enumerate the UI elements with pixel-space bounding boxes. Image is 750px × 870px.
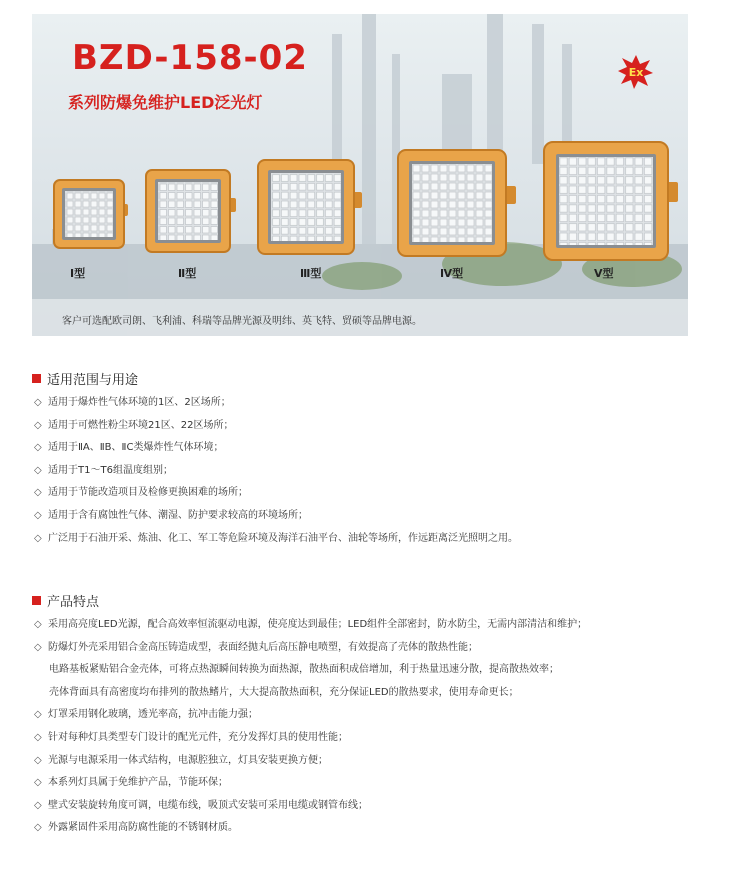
diamond-bullet-icon: ◇ xyxy=(34,709,42,721)
diamond-bullet-icon: ◇ xyxy=(34,731,42,743)
lamp-type-3-image xyxy=(254,156,366,260)
applications-header xyxy=(32,368,722,388)
lamp-type-1-image xyxy=(50,176,134,254)
ex-mark-text: Ex xyxy=(628,66,644,79)
list-item: ◇ 采用高亮度LED光源，配合高效率恒流驱动电源，使亮度达到最佳；LED组件全部密封，防水防尘，无需内部清洁和维护； xyxy=(32,614,722,637)
features-section xyxy=(32,590,722,840)
product-banner xyxy=(32,14,688,336)
list-item: ◇ 适用于T1～T6组温度组别； xyxy=(32,460,722,483)
list-item: ◇ 针对每种灯具类型专门设计的配光元件，充分发挥灯具的使用性能； xyxy=(32,727,722,750)
list-item-continuation: 电路基板紧贴铝合金壳体，可将点热源瞬间转换为面热源，散热面积成倍增加，利于热量迅速分散，提高散热效率； xyxy=(49,664,559,676)
diamond-bullet-icon: ◇ xyxy=(34,822,42,834)
diamond-bullet-icon: ◇ xyxy=(34,487,42,499)
lamp-type-5-image xyxy=(540,138,682,266)
features-header xyxy=(32,590,722,610)
diamond-bullet-icon: ◇ xyxy=(34,464,42,476)
ex-explosion-proof-icon xyxy=(618,54,654,90)
lamp-type-2-label: Ⅱ型 xyxy=(178,267,197,280)
features-title: 产品特点 xyxy=(47,594,100,610)
product-subtitle: 系列防爆免维护LED泛光灯 xyxy=(68,93,263,112)
list-item: ◇ 适用于含有腐蚀性气体、潮湿、防护要求较高的环境场所； xyxy=(32,505,722,528)
banner-note: 客户可选配欧司朗、飞利浦、科瑞等品牌光源及明纬、英飞特、贸硕等品牌电源。 xyxy=(62,316,422,327)
applications-title: 适用范围与用途 xyxy=(47,372,139,388)
diamond-bullet-icon: ◇ xyxy=(34,777,42,789)
list-item: ◇ 本系列灯具属于免维护产品，节能环保； xyxy=(32,772,722,795)
list-item: ◇ 广泛用于石油开采、炼油、化工、军工等危险环境及海洋石油平台、油轮等场所，作远距离泛光照明之用。 xyxy=(32,528,722,551)
lamp-type-2-image xyxy=(142,166,242,258)
list-item: ◇ 灯罩采用钢化玻璃，透光率高，抗冲击能力强； xyxy=(32,704,722,727)
list-item: ◇ 壁式安装旋转角度可调，电缆布线，吸顶式安装可采用电缆或钢管布线； xyxy=(32,795,722,818)
list-item: ◇ 适用于ⅡA、ⅡB、ⅡC类爆炸性气体环境； xyxy=(32,437,722,460)
section-marker-icon xyxy=(32,374,41,383)
diamond-bullet-icon: ◇ xyxy=(34,397,42,408)
list-item: ◇ 适用于爆炸性气体环境的1区、2区场所； xyxy=(32,392,722,415)
applications-section xyxy=(32,368,722,550)
diamond-bullet-icon: ◇ xyxy=(34,619,42,630)
diamond-bullet-icon: ◇ xyxy=(34,799,42,811)
product-title: BZD-158-02 xyxy=(72,38,308,78)
diamond-bullet-icon: ◇ xyxy=(34,641,42,653)
list-item: ◇ 光源与电源采用一体式结构，电源腔独立，灯具安装更换方便； xyxy=(32,750,722,773)
section-marker-icon xyxy=(32,596,41,605)
diamond-bullet-icon: ◇ xyxy=(34,442,42,454)
list-item: ◇ 适用于可燃性粉尘环境21区、22区场所； xyxy=(32,415,722,438)
features-list xyxy=(32,614,722,840)
lamp-type-4-image xyxy=(394,146,520,262)
diamond-bullet-icon: ◇ xyxy=(34,419,42,431)
lamp-type-3-label: Ⅲ型 xyxy=(300,267,322,280)
applications-list xyxy=(32,392,722,550)
list-item: ◇ 外露紧固件采用高防腐性能的不锈钢材质。 xyxy=(32,817,722,840)
lamp-type-4-label: Ⅳ型 xyxy=(440,267,464,280)
list-item: ◇ 适用于节能改造项目及检修更换困难的场所； xyxy=(32,482,722,505)
diamond-bullet-icon: ◇ xyxy=(34,509,42,521)
lamp-type-5-label: Ⅴ型 xyxy=(594,267,614,280)
diamond-bullet-icon: ◇ xyxy=(34,754,42,766)
diamond-bullet-icon: ◇ xyxy=(34,532,42,544)
list-item: ◇ 防爆灯外壳采用铝合金高压铸造成型，表面经抛丸后高压静电喷塑，有效提高了壳体的散热性能； xyxy=(32,637,722,660)
list-item-continuation: 壳体背面具有高密度均布排列的散热鳍片，大大提高散热面积，充分保证LED的散热要求，使用寿命更长； xyxy=(49,686,519,698)
lamp-type-1-label: Ⅰ型 xyxy=(70,267,86,280)
